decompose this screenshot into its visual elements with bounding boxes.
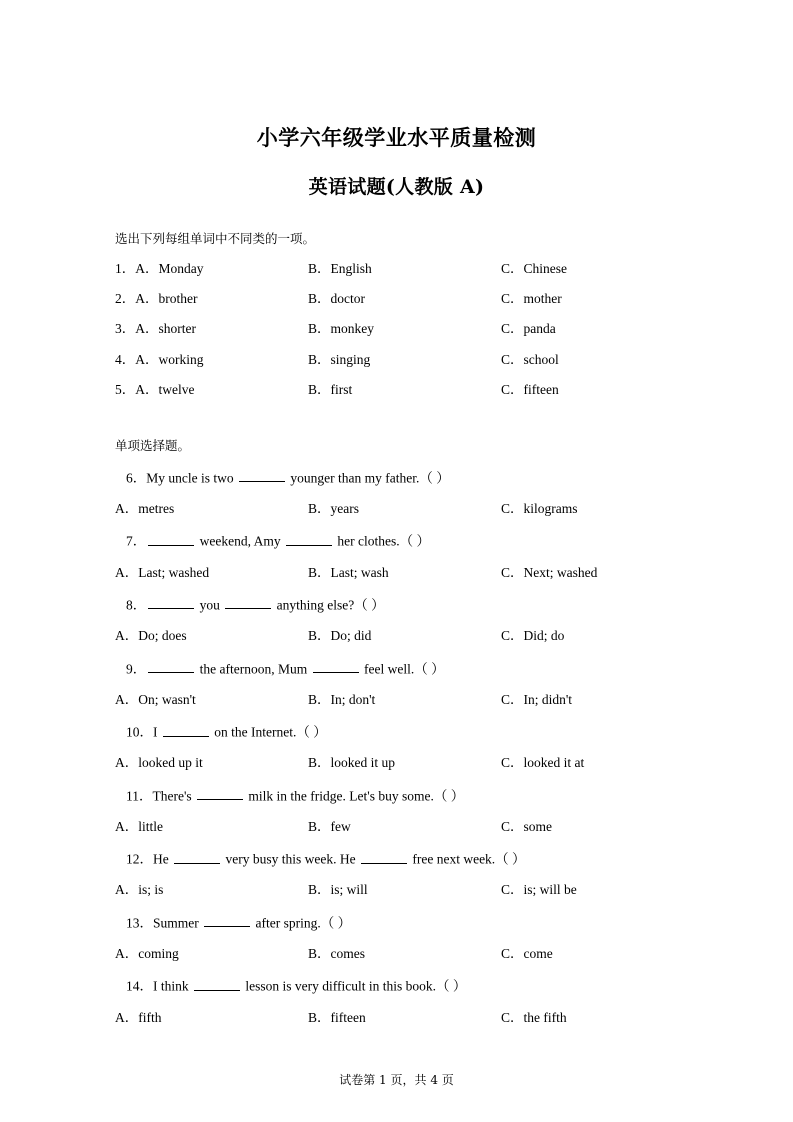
option-row bbox=[115, 565, 678, 581]
option-c: C．Chinese bbox=[501, 261, 567, 276]
answer-blank bbox=[174, 851, 220, 863]
option-c: C．looked it at bbox=[501, 755, 585, 771]
stem-part: the afternoon, Mum bbox=[196, 661, 311, 676]
stem-part: feel well.（ ） bbox=[360, 661, 445, 676]
option-a: A．is; is bbox=[115, 882, 164, 898]
option-b: B．years bbox=[308, 501, 359, 517]
answer-blank bbox=[148, 533, 194, 545]
option-c: C．Did; do bbox=[501, 628, 565, 644]
stem-part: 14．I think bbox=[126, 978, 192, 994]
option-b: B．Do; did bbox=[308, 628, 372, 644]
answer-blank bbox=[148, 597, 194, 609]
answer-blank bbox=[286, 533, 332, 545]
stem-part: younger than my father.（ ） bbox=[287, 470, 450, 486]
option-c: C．the fifth bbox=[501, 1009, 567, 1025]
option-b: B．Last; wash bbox=[308, 564, 389, 580]
question-stem bbox=[115, 597, 678, 614]
answer-blank bbox=[225, 597, 271, 609]
option-b: B．doctor bbox=[308, 291, 365, 307]
option-c: C．come bbox=[501, 946, 553, 961]
stem-part: after spring.（ ） bbox=[252, 915, 352, 931]
stem-part: free next week.（ ） bbox=[408, 851, 526, 867]
question-stem bbox=[115, 915, 678, 932]
stem-part: anything else?（ ） bbox=[273, 597, 385, 613]
option-row bbox=[115, 501, 678, 517]
option-b: B．fifteen bbox=[308, 1009, 366, 1025]
option-b: B．monkey bbox=[308, 321, 374, 337]
option-c: C．kilograms bbox=[501, 501, 578, 517]
option-b: B．first bbox=[308, 381, 353, 397]
question-stem bbox=[115, 851, 678, 868]
stem-part: on the Internet.（ ） bbox=[210, 724, 327, 740]
answer-blank bbox=[361, 851, 407, 863]
option-b: B．comes bbox=[308, 946, 365, 961]
answer-blank bbox=[239, 470, 285, 482]
list-item bbox=[115, 321, 678, 337]
question-stem bbox=[115, 661, 678, 678]
option-a: 1．A．Monday bbox=[115, 261, 204, 276]
option-a: 5．A．twelve bbox=[115, 381, 195, 397]
section-2-heading: 单项选择题。 bbox=[115, 437, 191, 453]
stem-part: her clothes.（ ） bbox=[333, 533, 430, 549]
stem-part: very busy this week. He bbox=[222, 851, 359, 867]
stem-part: 7． bbox=[126, 533, 147, 549]
stem-part: milk in the fridge. Let's buy some.（ ） bbox=[245, 788, 465, 804]
stem-part: 12．He bbox=[126, 851, 173, 867]
question-stem bbox=[115, 470, 678, 487]
option-b: B．looked it up bbox=[308, 755, 395, 771]
section-1-heading: 选出下列每组单词中不同类的一项。 bbox=[115, 231, 316, 246]
option-c: C．panda bbox=[501, 321, 556, 337]
stem-part: you bbox=[196, 597, 224, 613]
option-b: B．is; will bbox=[308, 882, 368, 898]
option-c: C．In; didn't bbox=[501, 691, 573, 707]
option-c: C．fifteen bbox=[501, 381, 559, 397]
page-footer: 试卷第 1 页，共 4 页 bbox=[339, 1073, 454, 1087]
option-row bbox=[115, 819, 678, 835]
answer-blank bbox=[148, 661, 194, 673]
question-stem bbox=[115, 788, 678, 805]
option-c: C．school bbox=[501, 351, 559, 367]
page-content bbox=[115, 0, 678, 1026]
option-b: B．In; don't bbox=[308, 691, 376, 707]
stem-part: 11．There's bbox=[126, 788, 196, 804]
option-row bbox=[115, 882, 678, 898]
list-item bbox=[115, 261, 678, 277]
list-item bbox=[115, 352, 678, 368]
option-a: 3．A．shorter bbox=[115, 321, 196, 337]
option-a: A．Last; washed bbox=[115, 564, 210, 580]
stem-part: 9． bbox=[126, 661, 147, 676]
list-item bbox=[115, 382, 678, 398]
stem-part: 13．Summer bbox=[126, 915, 203, 931]
option-b: B．singing bbox=[308, 351, 371, 367]
option-a: A．looked up it bbox=[115, 755, 203, 771]
list-item bbox=[115, 291, 678, 307]
option-a: A．On; wasn't bbox=[115, 691, 196, 707]
answer-blank bbox=[197, 788, 243, 800]
option-c: C．is; will be bbox=[501, 882, 577, 898]
question-stem bbox=[115, 978, 678, 995]
option-a: A．metres bbox=[115, 501, 175, 517]
question-stem bbox=[115, 533, 678, 550]
stem-part: 6．My uncle is two bbox=[126, 470, 237, 486]
question-stem bbox=[115, 724, 678, 741]
answer-blank bbox=[194, 978, 240, 990]
option-b: B．English bbox=[308, 261, 372, 276]
option-row bbox=[115, 946, 678, 962]
option-row bbox=[115, 628, 678, 644]
stem-part: 8． bbox=[126, 597, 147, 613]
option-a: A．coming bbox=[115, 946, 179, 961]
answer-blank bbox=[204, 915, 250, 927]
option-a: A．fifth bbox=[115, 1009, 162, 1025]
answer-blank bbox=[313, 661, 359, 673]
stem-part: lesson is very difficult in this book.（ ） bbox=[242, 978, 467, 994]
answer-blank bbox=[163, 724, 209, 736]
option-a: 2．A．brother bbox=[115, 291, 198, 307]
option-row bbox=[115, 755, 678, 771]
option-c: C．Next; washed bbox=[501, 564, 598, 580]
page-title: 小学六年级学业水平质量检测 bbox=[256, 125, 537, 150]
option-c: C．some bbox=[501, 818, 553, 834]
option-a: 4．A．working bbox=[115, 351, 204, 367]
option-c: C．mother bbox=[501, 291, 562, 307]
option-a: A．little bbox=[115, 818, 163, 834]
option-row bbox=[115, 1010, 678, 1026]
stem-part: weekend, Amy bbox=[196, 533, 284, 549]
option-a: A．Do; does bbox=[115, 628, 187, 644]
page-subtitle: 英语试题(人教版 A) bbox=[308, 176, 485, 198]
stem-part: 10．I bbox=[126, 724, 161, 740]
option-b: B．few bbox=[308, 818, 351, 834]
option-row bbox=[115, 692, 678, 708]
